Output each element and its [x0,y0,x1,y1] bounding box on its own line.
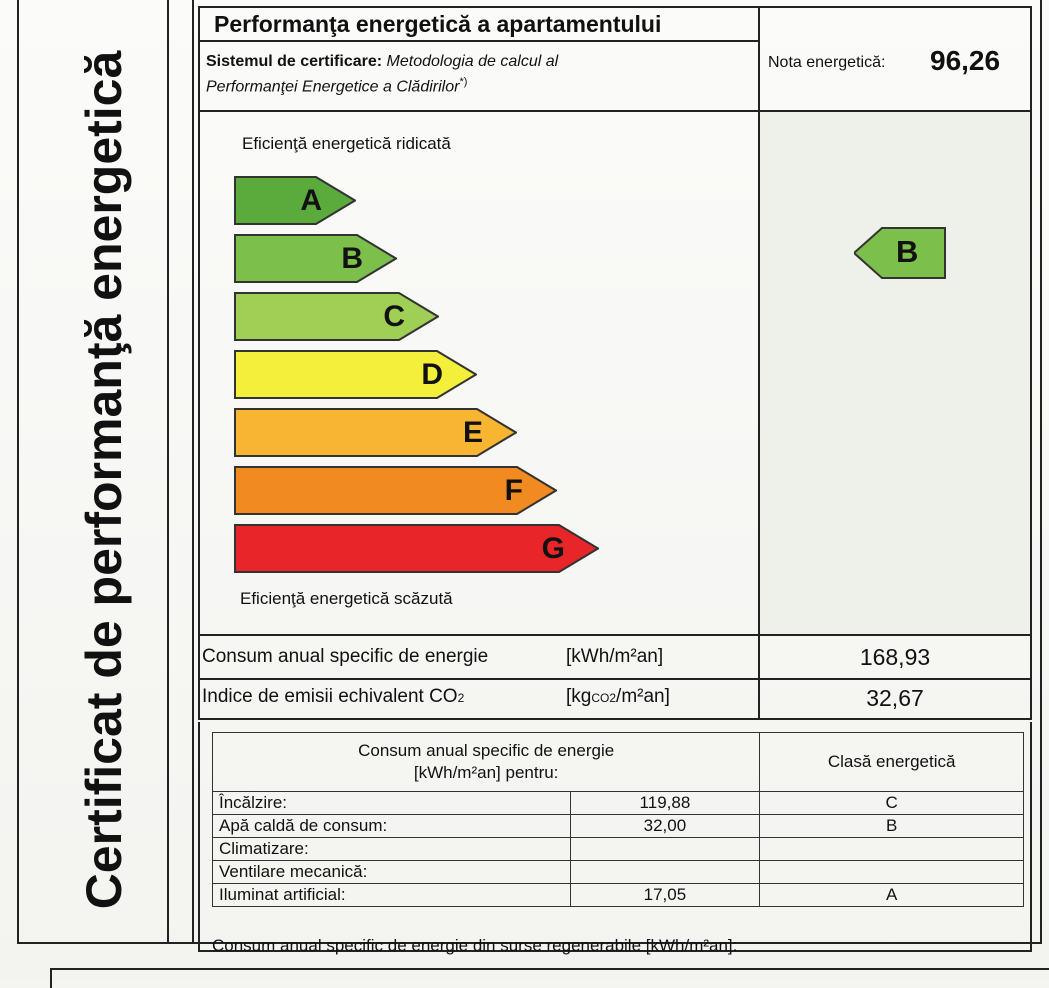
breakdown-row-value [570,861,760,884]
consumption-label: Consum anual specific de energie [202,646,489,667]
energy-scale [198,110,760,636]
breakdown-row-label: Climatizare: [213,838,571,861]
breakdown-row-label: Iluminat artificial: [213,884,571,907]
emission-value: 32,67 [866,685,924,711]
emission-unit [566,686,670,708]
energy-class-bar-c [234,292,439,341]
breakdown-row [213,884,1024,907]
method-cell [198,40,760,112]
consumption-unit: [kWh/m²an] [566,646,664,667]
energy-class-letter: G [541,531,565,565]
breakdown-row [213,861,1024,884]
breakdown-row [213,815,1024,838]
selected-class-letter: B [896,234,919,269]
breakdown-row-class: C [760,792,1024,815]
consumption-value-cell [758,634,1032,680]
breakdown-row-class: B [760,815,1024,838]
breakdown-row-label: Apă caldă de consum: [213,815,571,838]
emission-label [202,686,464,708]
breakdown-header-line1: Consum anual specific de energie [358,741,615,760]
renewable-label: Consum anual specific de energie din surse regenerabile [kWh/m²an]: [212,936,738,955]
emission-label-text: Indice de emisii echivalent CO [202,686,458,707]
breakdown-row-value: 17,05 [570,884,760,907]
grade-value: 96,26 [930,45,1001,76]
method-footnote: *) [459,76,468,88]
emission-value-cell [758,678,1032,720]
high-efficiency-label: Eficienţă energetică ridicată [242,134,451,153]
breakdown-row-label: Încălzire: [213,792,571,815]
page-title: Performanţa energetică a apartamentului [214,11,662,37]
grade-label: Nota energetică: [768,54,886,71]
emission-row [198,678,760,720]
next-section-edge [50,968,1049,988]
breakdown-row-label: Ventilare mecanică: [213,861,571,884]
emission-unit-post: /m²an] [616,686,670,707]
consumption-row [198,634,760,680]
energy-class-letter: B [341,241,363,275]
energy-class-bar-b [234,234,397,283]
class-cell [758,110,1032,636]
title-cell [198,6,760,42]
breakdown-header-left [213,733,760,792]
breakdown-row [213,838,1024,861]
breakdown-body [213,792,1024,907]
emission-unit-sub: CO2 [591,691,617,705]
breakdown-header-line2: [kWh/m²an] pentru: [413,763,559,782]
energy-class-bar-d [234,350,477,399]
energy-class-letter: A [300,183,322,217]
breakdown-row-value: 32,00 [570,815,760,838]
certification-method [206,52,746,97]
main-panel [198,6,1032,955]
energy-class-bar-f [234,466,557,515]
energy-class-bar-e [234,408,517,457]
grade-cell [758,6,1032,112]
low-efficiency-label: Eficienţă energetică scăzută [240,589,453,608]
energy-class-letter: F [504,473,523,507]
vertical-title: Certificat de performanţă energetică [76,50,132,910]
method-value-line1: Metodologia de calcul al [386,53,559,70]
energy-class-letter: C [383,299,405,333]
breakdown-row-class: A [760,884,1024,907]
breakdown-table [212,732,1024,907]
emission-label-sub: 2 [457,691,465,705]
energy-class-bar-a [234,176,356,225]
breakdown-section [198,722,1032,955]
breakdown-row-class [760,838,1024,861]
breakdown-row-value: 119,88 [570,792,760,815]
breakdown-row-value [570,838,760,861]
energy-class-letter: E [462,415,483,449]
breakdown-header-right: Clasă energetică [760,733,1024,792]
breakdown-row [213,792,1024,815]
breakdown-row-class [760,861,1024,884]
consumption-value: 168,93 [859,644,931,670]
method-label: Sistemul de certificare: [206,53,383,70]
selected-class-indicator [854,227,946,279]
emission-unit-pre: [kg [566,686,592,707]
energy-class-bar-g [234,524,599,573]
method-value-line2: Performanţei Energetice a Clădirilor [206,78,460,96]
energy-class-letter: D [421,357,443,391]
breakdown-header-row [213,733,1024,792]
